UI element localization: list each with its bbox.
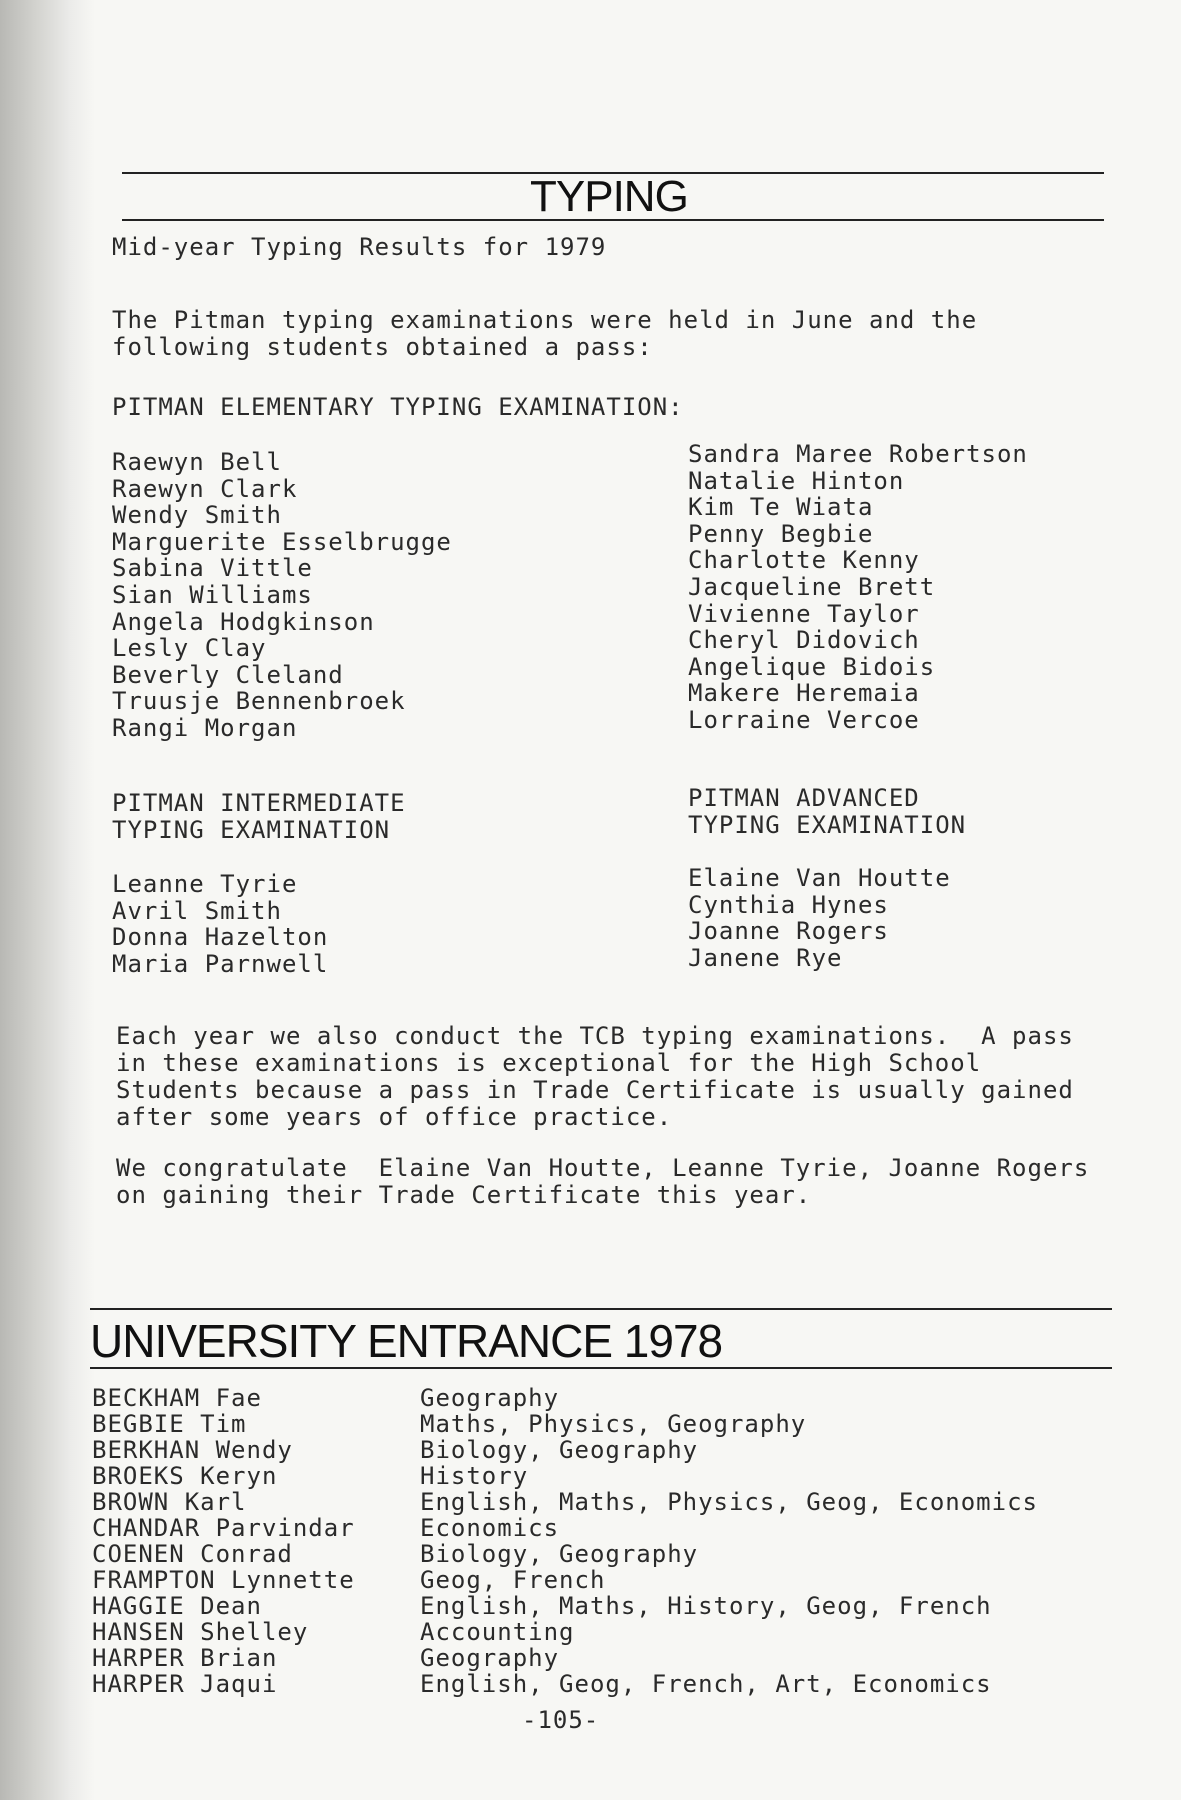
table-row [92,1619,1092,1645]
subjects: English, Geog, French, Art, Economics [420,1670,992,1698]
student-name: Kim Te Wiata [688,493,874,522]
elementary-list-right [688,441,1028,734]
student-name: Wendy Smith [112,501,282,530]
table-row [92,1463,1092,1489]
student-name: HARPER Brian [92,1644,278,1672]
tcb-para-line-2: in these examinations is exceptional for the High School [116,1049,982,1077]
student-name: BROEKS Keryn [92,1462,278,1490]
advanced-title-line-1: PITMAN ADVANCED [688,784,920,812]
binding-shadow [0,0,95,1800]
student-name: Raewyn Clark [112,474,298,503]
intro-line-2: following students obtained a pass: [112,333,653,361]
student-name: Beverly Cleland [112,660,344,689]
subjects: Economics [420,1514,560,1542]
student-name: CHANDAR Parvindar [92,1514,355,1542]
subjects: Geography [420,1384,560,1412]
university-bottom-rule [90,1367,1112,1369]
student-name: Lorraine Vercoe [688,705,920,734]
student-name: Donna Hazelton [112,923,329,952]
student-name: Leanne Tyrie [112,870,298,898]
student-name: Charlotte Kenny [688,546,920,575]
student-name: HANSEN Shelley [92,1618,309,1646]
congrats-para-line-2: on gaining their Trade Certificate this year. [116,1181,812,1209]
table-row [92,1385,1092,1411]
subjects: Biology, Geography [420,1540,699,1568]
student-name: COENEN Conrad [92,1540,293,1568]
subjects: Accounting [420,1618,575,1646]
elementary-title: PITMAN ELEMENTARY TYPING EXAMINATION: [112,393,684,421]
page-number: -105- [522,1706,600,1734]
subjects: English, Maths, Physics, Geog, Economics [420,1488,1038,1516]
student-name: Lesly Clay [112,634,267,663]
student-name: Penny Begbie [688,519,874,548]
student-name: Marguerite Esselbrugge [112,527,452,556]
tcb-para-line-4: after some years of office practice. [116,1103,673,1131]
subjects: Geography [420,1644,560,1672]
student-name: Janene Rye [688,943,843,972]
student-name: Elaine Van Houtte [688,864,951,892]
student-name: Makere Heremaia [688,679,920,708]
student-name: Cheryl Didovich [688,626,920,655]
subjects: Geog, French [420,1566,606,1594]
subjects: History [420,1462,529,1490]
student-name: Rangi Morgan [112,713,298,742]
intermediate-title-line-2: TYPING EXAMINATION [112,816,391,844]
typing-bottom-rule [122,219,1104,221]
student-name: Vivienne Taylor [688,599,920,628]
student-name: Sian Williams [112,580,313,609]
subjects: Maths, Physics, Geography [420,1410,807,1438]
congrats-para-line-1: We congratulate Elaine Van Houtte, Leanne Tyrie, Joanne Rogers [116,1154,1090,1182]
student-name: FRAMPTON Lynnette [92,1566,355,1594]
advanced-title-line-2: TYPING EXAMINATION [688,811,967,839]
table-row [92,1671,1092,1697]
table-row [92,1541,1092,1567]
student-name: BEGBIE Tim [92,1410,247,1438]
tcb-para-line-1: Each year we also conduct the TCB typing examinations. A pass [116,1022,1074,1050]
student-name: Maria Parnwell [112,949,329,978]
intro-line-1: The Pitman typing examinations were held in June and the [112,306,978,334]
student-name: Angela Hodgkinson [112,607,375,636]
student-name: BECKHAM Fae [92,1384,262,1412]
intermediate-list [112,871,328,977]
subjects: Biology, Geography [420,1436,699,1464]
student-name: Angelique Bidois [688,652,936,681]
table-row [92,1411,1092,1437]
student-name: Sandra Maree Robertson [688,440,1028,468]
table-row [92,1489,1092,1515]
typing-heading: TYPING [530,172,688,221]
table-row [92,1437,1092,1463]
advanced-list [688,865,951,971]
table-row [92,1645,1092,1671]
table-row [92,1567,1092,1593]
typing-subtitle: Mid-year Typing Results for 1979 [112,233,607,261]
student-name: Sabina Vittle [112,554,313,583]
student-name: Truusje Bennenbroek [112,687,406,716]
student-name: HARPER Jaqui [92,1670,278,1698]
student-name: Avril Smith [112,896,282,925]
university-top-rule [90,1308,1112,1310]
student-name: Raewyn Bell [112,448,282,476]
tcb-para-line-3: Students because a pass in Trade Certificate is usually gained [116,1076,1074,1104]
student-name: Joanne Rogers [688,917,889,946]
elementary-list-left [112,449,452,742]
table-row [92,1593,1092,1619]
student-name: BROWN Karl [92,1488,247,1516]
student-name: Jacqueline Brett [688,572,936,601]
student-name: HAGGIE Dean [92,1592,262,1620]
student-name: Natalie Hinton [688,466,905,495]
student-name: Cynthia Hynes [688,890,889,919]
student-name: BERKHAN Wendy [92,1436,293,1464]
university-heading: UNIVERSITY ENTRANCE 1978 [90,1315,723,1367]
intermediate-title-line-1: PITMAN INTERMEDIATE [112,789,406,817]
subjects: English, Maths, History, Geog, French [420,1592,992,1620]
table-row [92,1515,1092,1541]
